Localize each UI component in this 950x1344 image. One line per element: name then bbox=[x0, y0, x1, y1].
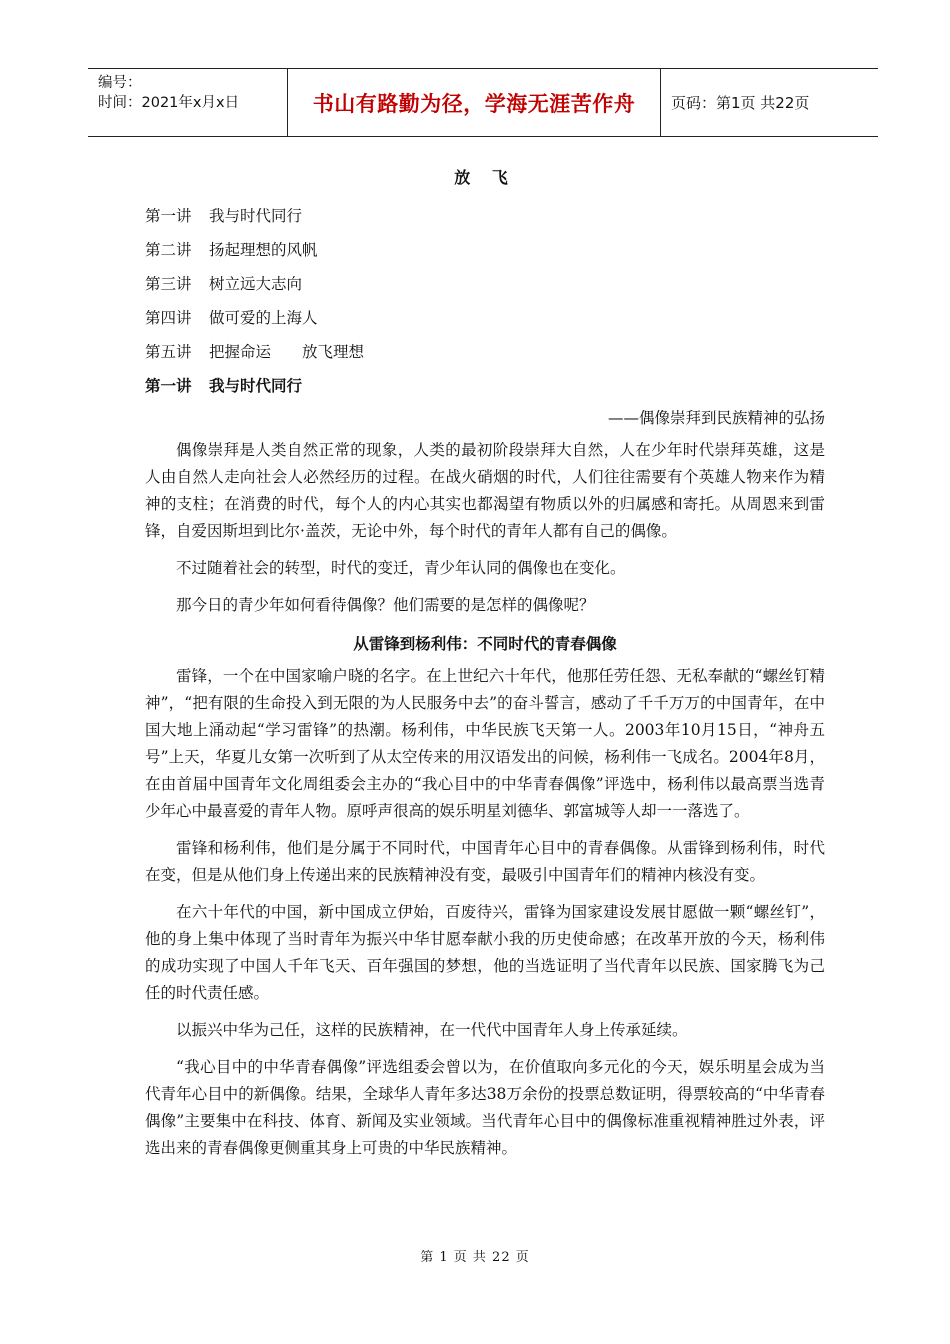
lecture-num: 第一讲 bbox=[145, 376, 192, 395]
table-of-contents bbox=[145, 199, 825, 369]
page-header bbox=[88, 68, 878, 137]
toc-item-num: 第三讲 bbox=[145, 275, 192, 293]
lecture-title: 我与时代同行 bbox=[209, 376, 303, 395]
paragraph: 那今日的青少年如何看待偶像？他们需要的是怎样的偶像呢？ bbox=[176, 596, 595, 614]
paragraph: 雷锋和杨利伟，他们是分属于不同时代，中国青年心目中的青春偶像。从雷锋到杨利伟，时代在变，但是从他们身上传递出来的民族精神没有变，最吸引中国青年们的精神内核没有变。 bbox=[145, 839, 825, 884]
toc-item bbox=[145, 199, 825, 233]
paragraph: “我心目中的中华青春偶像”评选组委会曾以为，在价值取向多元化的今天，娱乐明星会成为当代青年心目中的新偶像。结果，全球华人青年多达38万余份的投票总数证明，得票较高的“中华青春偶像”主要集中在科技、体育、新闻及实业领域。当代青年心目中的偶像标准重视精神胜过外表，评选出来的青春偶像更侧重其身上可贵的中华民族精神。 bbox=[145, 1058, 825, 1157]
header-motto-cell bbox=[288, 69, 661, 136]
paragraph: 不过随着社会的转型，时代的变迁，青少年认同的偶像也在变化。 bbox=[176, 559, 626, 577]
toc-item-num: 第二讲 bbox=[145, 241, 192, 259]
toc-item bbox=[145, 267, 825, 301]
paragraph: 在六十年代的中国，新中国成立伊始，百废待兴，雷锋为国家建设发展甘愿做一颗“螺丝钉”，他的身上集中体现了当时青年为振兴中华甘愿奉献小我的历史使命感；在改革开放的今天，杨利伟的成功实现了中国人千年飞天、百年强国的梦想，他的当选证明了当代青年以民族、国家腾飞为己任的时代责任感。 bbox=[145, 903, 825, 1002]
paragraph: 偶像崇拜是人类自然正常的现象，人类的最初阶段崇拜大自然，人在少年时代崇拜英雄，这是人由自然人走向社会人必然经历的过程。在战火硝烟的时代，人们往往需要有个英雄人物来作为精神的支柱；在消费的时代，每个人的内心其实也都渴望有物质以外的归属感和寄托。从周恩来到雷锋，自爱因斯坦到比尔·盖茨，无论中外，每个时代的青年人都有自己的偶像。 bbox=[145, 441, 825, 540]
paragraph: 雷锋，一个在中国家喻户晓的名字。在上世纪六十年代，他那任劳任怨、无私奉献的“螺丝钉精神”，“把有限的生命投入到无限的为人民服务中去”的奋斗誓言，感动了千千万万的中国青年，在中国大地上涌动起“学习雷锋”的热潮。杨利伟，中华民族飞天第一人。2003年10月15日，“神舟五号”上天，华夏儿女第一次听到了从太空传来的用汉语发出的问候，杨利伟一飞成名。2004年8月，在由首届中国青年文化周组委会主办的“我心目中的中华青春偶像”评选中，杨利伟以最高票当选青少年心中最喜爱的青年人物。原呼声很高的娱乐明星刘德华、郭富城等人却一一落选了。 bbox=[145, 667, 825, 820]
time-label: 时间：2021年x月x日 bbox=[98, 95, 240, 111]
header-page-info: 页码：第1页 共22页 bbox=[671, 94, 810, 112]
toc-item-title: 我与时代同行 bbox=[209, 207, 303, 225]
section-heading: 从雷锋到杨利伟：不同时代的青春偶像 bbox=[353, 635, 617, 653]
toc-item bbox=[145, 233, 825, 267]
toc-item bbox=[145, 301, 825, 335]
page-footer: 第 1 页 共 22 页 bbox=[420, 1250, 530, 1265]
number-label: 编号： bbox=[98, 75, 142, 91]
toc-item-num: 第一讲 bbox=[145, 207, 192, 225]
toc-item bbox=[145, 335, 825, 369]
lecture-subtitle: ——偶像崇拜到民族精神的弘扬 bbox=[607, 409, 825, 427]
lecture-heading bbox=[145, 369, 825, 403]
header-motto: 书山有路勤为径，学海无涯苦作舟 bbox=[312, 91, 636, 116]
toc-item-num: 第五讲 bbox=[145, 343, 192, 361]
header-meta bbox=[88, 69, 288, 136]
toc-item-title: 扬起理想的风帆 bbox=[209, 241, 318, 259]
toc-item-title: 把握命运 放飞理想 bbox=[209, 343, 365, 361]
toc-item-title: 树立远大志向 bbox=[209, 275, 303, 293]
paragraph: 以振兴中华为己任，这样的民族精神，在一代代中国青年人身上传承延续。 bbox=[176, 1021, 688, 1039]
toc-item-title: 做可爱的上海人 bbox=[209, 309, 318, 327]
document-body bbox=[145, 165, 825, 1172]
toc-item-num: 第四讲 bbox=[145, 309, 192, 327]
document-title: 放 飞 bbox=[454, 168, 516, 187]
